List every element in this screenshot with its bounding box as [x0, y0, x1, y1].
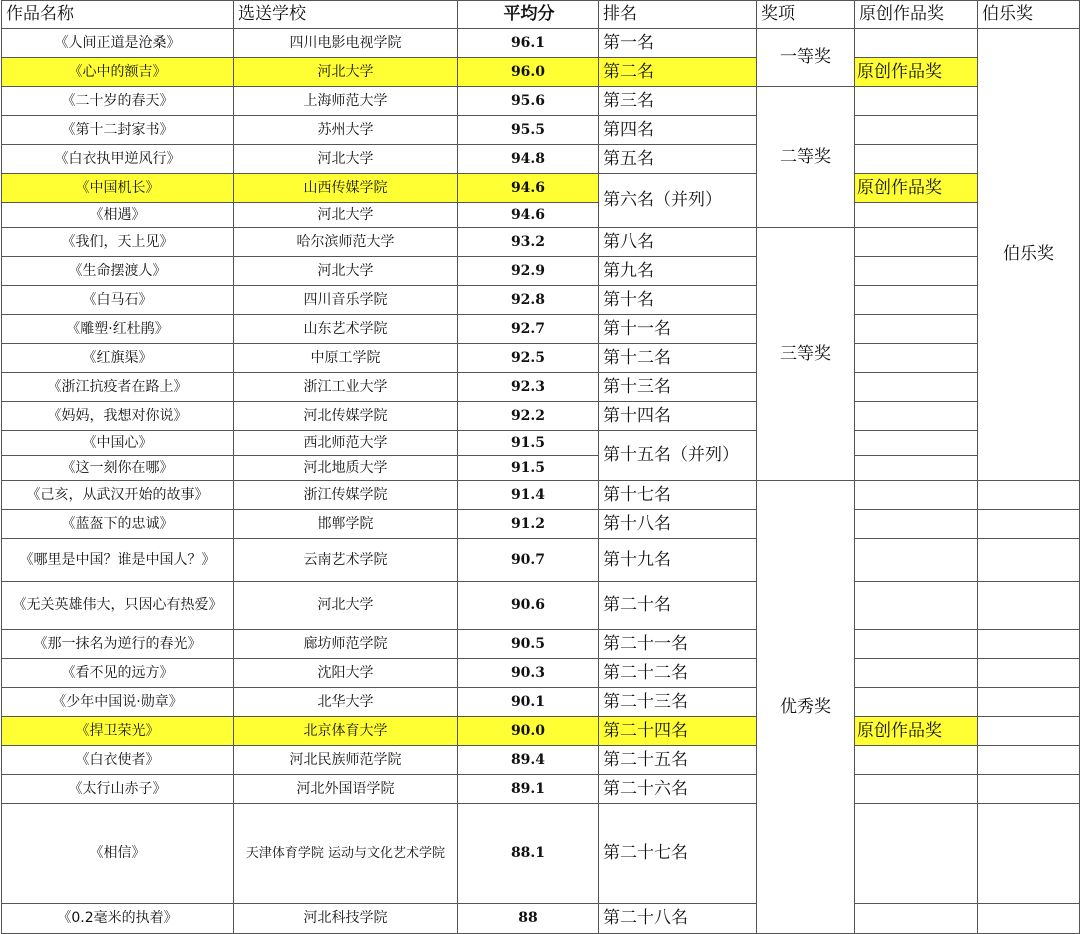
- bole-empty: [978, 539, 1080, 582]
- school-name: 河北大学: [234, 257, 458, 286]
- header-original: 原创作品奖: [855, 1, 978, 29]
- bole-empty: [978, 688, 1080, 717]
- work-title: 《这一刻你在哪》: [2, 456, 234, 481]
- work-title: 《捍卫荣光》: [2, 717, 234, 746]
- school-name: 廊坊师范学院: [234, 630, 458, 659]
- header-rank: 排名: [599, 1, 757, 29]
- score: 92.2: [458, 402, 599, 431]
- school-name: 云南艺术学院: [234, 539, 458, 582]
- table-row: [2, 630, 1080, 659]
- work-title: 《那一抹名为逆行的春光》: [2, 630, 234, 659]
- rank: 第二十八名: [599, 904, 757, 934]
- table-row: [2, 456, 1080, 481]
- rank: 第九名: [599, 257, 757, 286]
- original-award: [855, 688, 978, 717]
- rank: 第十八名: [599, 510, 757, 539]
- rank: 第十五名（并列）: [599, 431, 757, 481]
- school-name: 北华大学: [234, 688, 458, 717]
- school-name: 河北大学: [234, 58, 458, 87]
- score: 90.6: [458, 582, 599, 630]
- table-row: [2, 582, 1080, 630]
- original-award: [855, 402, 978, 431]
- table-row: [2, 431, 1080, 456]
- original-award: [855, 746, 978, 775]
- original-award: [855, 481, 978, 510]
- score: 92.8: [458, 286, 599, 315]
- original-award: [855, 203, 978, 228]
- table-row: [2, 145, 1080, 174]
- table-row: [2, 775, 1080, 804]
- work-title: 《妈妈，我想对你说》: [2, 402, 234, 431]
- score: 90.3: [458, 659, 599, 688]
- header-title: 作品名称: [2, 1, 234, 29]
- rank: 第十三名: [599, 373, 757, 402]
- work-title: 《浙江抗疫者在路上》: [2, 373, 234, 402]
- original-award: [855, 630, 978, 659]
- school-name: 邯郸学院: [234, 510, 458, 539]
- original-award: 原创作品奖: [855, 174, 978, 203]
- table-row: [2, 904, 1080, 934]
- rank: 第二十名: [599, 582, 757, 630]
- work-title: 《人间正道是沧桑》: [2, 29, 234, 58]
- original-award: [855, 582, 978, 630]
- score: 91.2: [458, 510, 599, 539]
- school-name: 哈尔滨师范大学: [234, 228, 458, 257]
- work-title: 《0.2毫米的执着》: [2, 904, 234, 934]
- bole-empty: [978, 630, 1080, 659]
- school-name: 河北大学: [234, 582, 458, 630]
- rank: 第二十三名: [599, 688, 757, 717]
- original-award: [855, 659, 978, 688]
- rank: 第二十六名: [599, 775, 757, 804]
- original-award: [855, 456, 978, 481]
- original-award: [855, 315, 978, 344]
- table-row: [2, 481, 1080, 510]
- bole-empty: [978, 582, 1080, 630]
- table-row: [2, 315, 1080, 344]
- table-row: [2, 58, 1080, 87]
- work-title: 《中国心》: [2, 431, 234, 456]
- score: 94.8: [458, 145, 599, 174]
- score: 88.1: [458, 804, 599, 904]
- work-title: 《白衣执甲逆风行》: [2, 145, 234, 174]
- table-row: [2, 174, 1080, 203]
- table-row: [2, 29, 1080, 58]
- school-name: 天津体育学院 运动与文化艺术学院: [234, 804, 458, 904]
- bole-empty: [978, 804, 1080, 904]
- results-table: [1, 0, 1080, 934]
- score: 96.1: [458, 29, 599, 58]
- header-award: 奖项: [757, 1, 855, 29]
- bole-empty: [978, 904, 1080, 934]
- score: 91.5: [458, 456, 599, 481]
- school-name: 山东艺术学院: [234, 315, 458, 344]
- header-score: 平均分: [458, 1, 599, 29]
- school-name: 浙江工业大学: [234, 373, 458, 402]
- work-title: 《红旗渠》: [2, 344, 234, 373]
- table-row: [2, 373, 1080, 402]
- work-title: 《第十二封家书》: [2, 116, 234, 145]
- rank: 第十二名: [599, 344, 757, 373]
- table-row: [2, 659, 1080, 688]
- rank: 第二十五名: [599, 746, 757, 775]
- school-name: 浙江传媒学院: [234, 481, 458, 510]
- award-bole: 伯乐奖: [978, 29, 1080, 481]
- score: 94.6: [458, 174, 599, 203]
- score: 95.6: [458, 87, 599, 116]
- work-title: 《白衣使者》: [2, 746, 234, 775]
- original-award: [855, 539, 978, 582]
- school-name: 河北科技学院: [234, 904, 458, 934]
- table-row: [2, 228, 1080, 257]
- school-name: 河北外国语学院: [234, 775, 458, 804]
- bole-empty: [978, 717, 1080, 746]
- work-title: 《相信》: [2, 804, 234, 904]
- score: 92.7: [458, 315, 599, 344]
- original-award: [855, 29, 978, 58]
- school-name: 河北大学: [234, 203, 458, 228]
- score: 95.5: [458, 116, 599, 145]
- score: 93.2: [458, 228, 599, 257]
- original-award: [855, 257, 978, 286]
- work-title: 《生命摆渡人》: [2, 257, 234, 286]
- score: 92.9: [458, 257, 599, 286]
- table-row: [2, 203, 1080, 228]
- original-award: [855, 116, 978, 145]
- work-title: 《雕塑·红杜鹃》: [2, 315, 234, 344]
- score: 92.5: [458, 344, 599, 373]
- score: 92.3: [458, 373, 599, 402]
- original-award: [855, 775, 978, 804]
- rank: 第十名: [599, 286, 757, 315]
- original-award: [855, 344, 978, 373]
- original-award: 原创作品奖: [855, 58, 978, 87]
- score: 90.0: [458, 717, 599, 746]
- work-title: 《蓝盔下的忠诚》: [2, 510, 234, 539]
- rank: 第一名: [599, 29, 757, 58]
- original-award: [855, 804, 978, 904]
- work-title: 《相遇》: [2, 203, 234, 228]
- table-row: [2, 746, 1080, 775]
- school-name: 苏州大学: [234, 116, 458, 145]
- rank: 第六名（并列）: [599, 174, 757, 228]
- original-award: [855, 904, 978, 934]
- rank: 第二名: [599, 58, 757, 87]
- school-name: 中原工学院: [234, 344, 458, 373]
- table-row: [2, 87, 1080, 116]
- school-name: 河北传媒学院: [234, 402, 458, 431]
- rank: 第八名: [599, 228, 757, 257]
- score: 90.5: [458, 630, 599, 659]
- work-title: 《白马石》: [2, 286, 234, 315]
- table-row: [2, 804, 1080, 904]
- score: 90.7: [458, 539, 599, 582]
- bole-empty: [978, 746, 1080, 775]
- bole-empty: [978, 775, 1080, 804]
- award-second: 二等奖: [757, 87, 855, 228]
- table-row: [2, 539, 1080, 582]
- table-row: [2, 344, 1080, 373]
- work-title: 《心中的额吉》: [2, 58, 234, 87]
- table-row: [2, 510, 1080, 539]
- rank: 第二十七名: [599, 804, 757, 904]
- work-title: 《看不见的远方》: [2, 659, 234, 688]
- rank: 第二十一名: [599, 630, 757, 659]
- score: 94.6: [458, 203, 599, 228]
- work-title: 《无关英雄伟大，只因心有热爱》: [2, 582, 234, 630]
- work-title: 《中国机长》: [2, 174, 234, 203]
- school-name: 河北民族师范学院: [234, 746, 458, 775]
- rank: 第二十二名: [599, 659, 757, 688]
- score: 91.5: [458, 431, 599, 456]
- table-row: [2, 402, 1080, 431]
- score: 90.1: [458, 688, 599, 717]
- rank: 第十四名: [599, 402, 757, 431]
- table-row: [2, 688, 1080, 717]
- original-award: [855, 373, 978, 402]
- school-name: 四川电影电视学院: [234, 29, 458, 58]
- school-name: 西北师范大学: [234, 431, 458, 456]
- header-bole: 伯乐奖: [978, 1, 1080, 29]
- school-name: 北京体育大学: [234, 717, 458, 746]
- table-row: [2, 116, 1080, 145]
- rank: 第五名: [599, 145, 757, 174]
- school-name: 上海师范大学: [234, 87, 458, 116]
- school-name: 沈阳大学: [234, 659, 458, 688]
- score: 88: [458, 904, 599, 934]
- original-award: [855, 145, 978, 174]
- original-award: [855, 228, 978, 257]
- header-row: [2, 1, 1080, 29]
- work-title: 《己亥，从武汉开始的故事》: [2, 481, 234, 510]
- rank: 第十一名: [599, 315, 757, 344]
- score: 89.4: [458, 746, 599, 775]
- original-award: 原创作品奖: [855, 717, 978, 746]
- work-title: 《哪里是中国？谁是中国人？》: [2, 539, 234, 582]
- bole-empty: [978, 510, 1080, 539]
- school-name: 四川音乐学院: [234, 286, 458, 315]
- table-row: [2, 257, 1080, 286]
- award-excellent: 优秀奖: [757, 481, 855, 934]
- table-row: [2, 717, 1080, 746]
- rank: 第十九名: [599, 539, 757, 582]
- work-title: 《少年中国说·勋章》: [2, 688, 234, 717]
- rank: 第二十四名: [599, 717, 757, 746]
- bole-empty: [978, 659, 1080, 688]
- school-name: 河北地质大学: [234, 456, 458, 481]
- original-award: [855, 431, 978, 456]
- rank: 第十七名: [599, 481, 757, 510]
- school-name: 河北大学: [234, 145, 458, 174]
- school-name: 山西传媒学院: [234, 174, 458, 203]
- rank: 第三名: [599, 87, 757, 116]
- work-title: 《太行山赤子》: [2, 775, 234, 804]
- rank: 第四名: [599, 116, 757, 145]
- original-award: [855, 510, 978, 539]
- original-award: [855, 87, 978, 116]
- award-third: 三等奖: [757, 228, 855, 481]
- original-award: [855, 286, 978, 315]
- bole-empty: [978, 481, 1080, 510]
- score: 89.1: [458, 775, 599, 804]
- work-title: 《我们，天上见》: [2, 228, 234, 257]
- score: 96.0: [458, 58, 599, 87]
- header-school: 选送学校: [234, 1, 458, 29]
- award-first: 一等奖: [757, 29, 855, 87]
- score: 91.4: [458, 481, 599, 510]
- table-row: [2, 286, 1080, 315]
- work-title: 《二十岁的春天》: [2, 87, 234, 116]
